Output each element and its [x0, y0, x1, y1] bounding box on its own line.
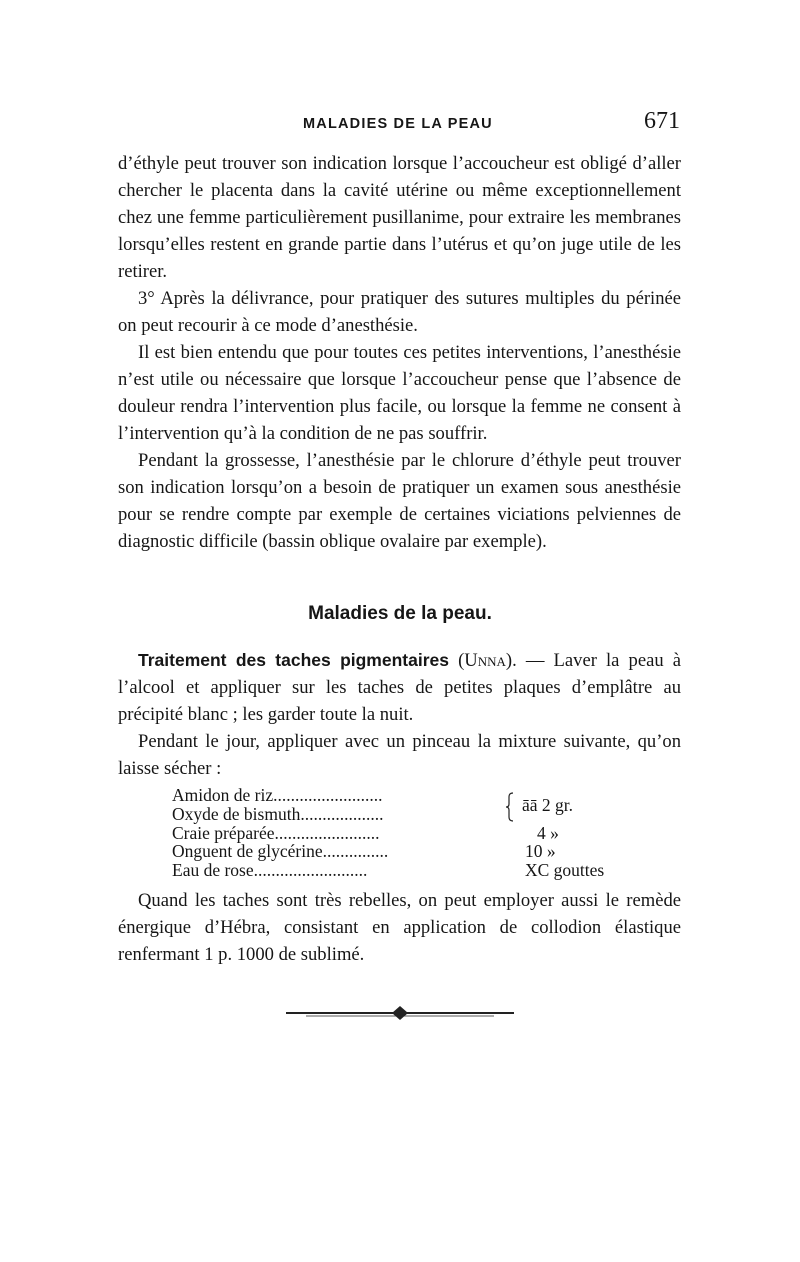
paragraph: Pendant le jour, appliquer avec un pinceau la mixture suivante, qu’on laisse sécher : — [118, 731, 681, 779]
page-header — [118, 106, 684, 146]
recipe-row — [172, 842, 642, 861]
recipe-ingredient: Eau de rose.......................... — [172, 860, 368, 881]
recipe-ingredient: Oxyde de bismuth................... — [172, 803, 384, 824]
treatment-heading: Traitement des taches pigmentaires — [138, 650, 449, 670]
treatment-text: — Laver la peau à l’alcool et appliquer sur les taches de petites plaques d’emplâtre au précipité blanc ; les garder toute la nuit. — [118, 650, 681, 725]
paragraph: Quand les taches sont très rebelles, on peut employer aussi le remède énergique d’Hébra, consistant en application de collodion élastique renfermant 1 p. 1000 de sublimé. — [118, 890, 681, 965]
paragraph: d’éthyle peut trouver son indication lorsque l’accoucheur est obligé d’aller chercher le placenta dans la cavité utérine ou même exceptionnellement chez une femme particulièrement pusillanime, pour extraire les membranes lorsqu’elles restent en grande partie dans l’utérus et qu’on juge utile de les retirer. — [118, 153, 681, 282]
text-block-final — [118, 887, 681, 968]
recipe-quantity: 4 » — [537, 822, 559, 843]
paragraph: 3° Après la délivrance, pour pratiquer des sutures multiples du périnée on peut recourir à ce mode d’anesthésie. — [118, 288, 681, 336]
section-title: Maladies de la peau. — [308, 603, 492, 624]
paragraph: Pendant la grossesse, l’anesthésie par le chlorure d’éthyle peut trouver son indication lorsqu’on a besoin de pratiquer un examen sous anesthésie pour se rendre compte par exemple de certaines viciations pelviennes de diagnostic difficile (bassin oblique ovalaire par exemple). — [118, 450, 681, 552]
recipe-quantity: 10 » — [525, 841, 556, 862]
recipe-row — [172, 861, 642, 880]
paragraph: Il est bien entendu que pour toutes ces petites interventions, l’anesthésie n’est utile ou nécessaire que lorsque l’accoucheur pense que l’absence de douleur rendra l’intervention plus facile, ou lorsque la femme ne consent à l’intervention qu’à la condition de ne pas souffrir. — [118, 342, 681, 444]
text-block-top — [118, 150, 681, 555]
recipe-quantity: āā 2 gr. — [522, 794, 574, 815]
recipe-list — [172, 786, 642, 880]
text-block-treatment — [118, 647, 681, 782]
recipe-ingredient: Onguent de glycérine............... — [172, 841, 389, 862]
recipe-ingredient: Amidon de riz......................... — [172, 785, 383, 805]
end-ornament-icon — [286, 1003, 514, 1023]
recipe-quantity: XC gouttes — [525, 860, 605, 881]
running-title: MALADIES DE LA PEAU — [303, 116, 493, 132]
treatment-author: (Unna). — [458, 650, 517, 671]
curly-brace-icon — [505, 792, 515, 822]
recipe-ingredient: Craie préparée........................ — [172, 822, 380, 843]
recipe-row — [172, 824, 642, 843]
treatment-paragraph — [118, 647, 681, 728]
page-number: 671 — [644, 108, 680, 134]
